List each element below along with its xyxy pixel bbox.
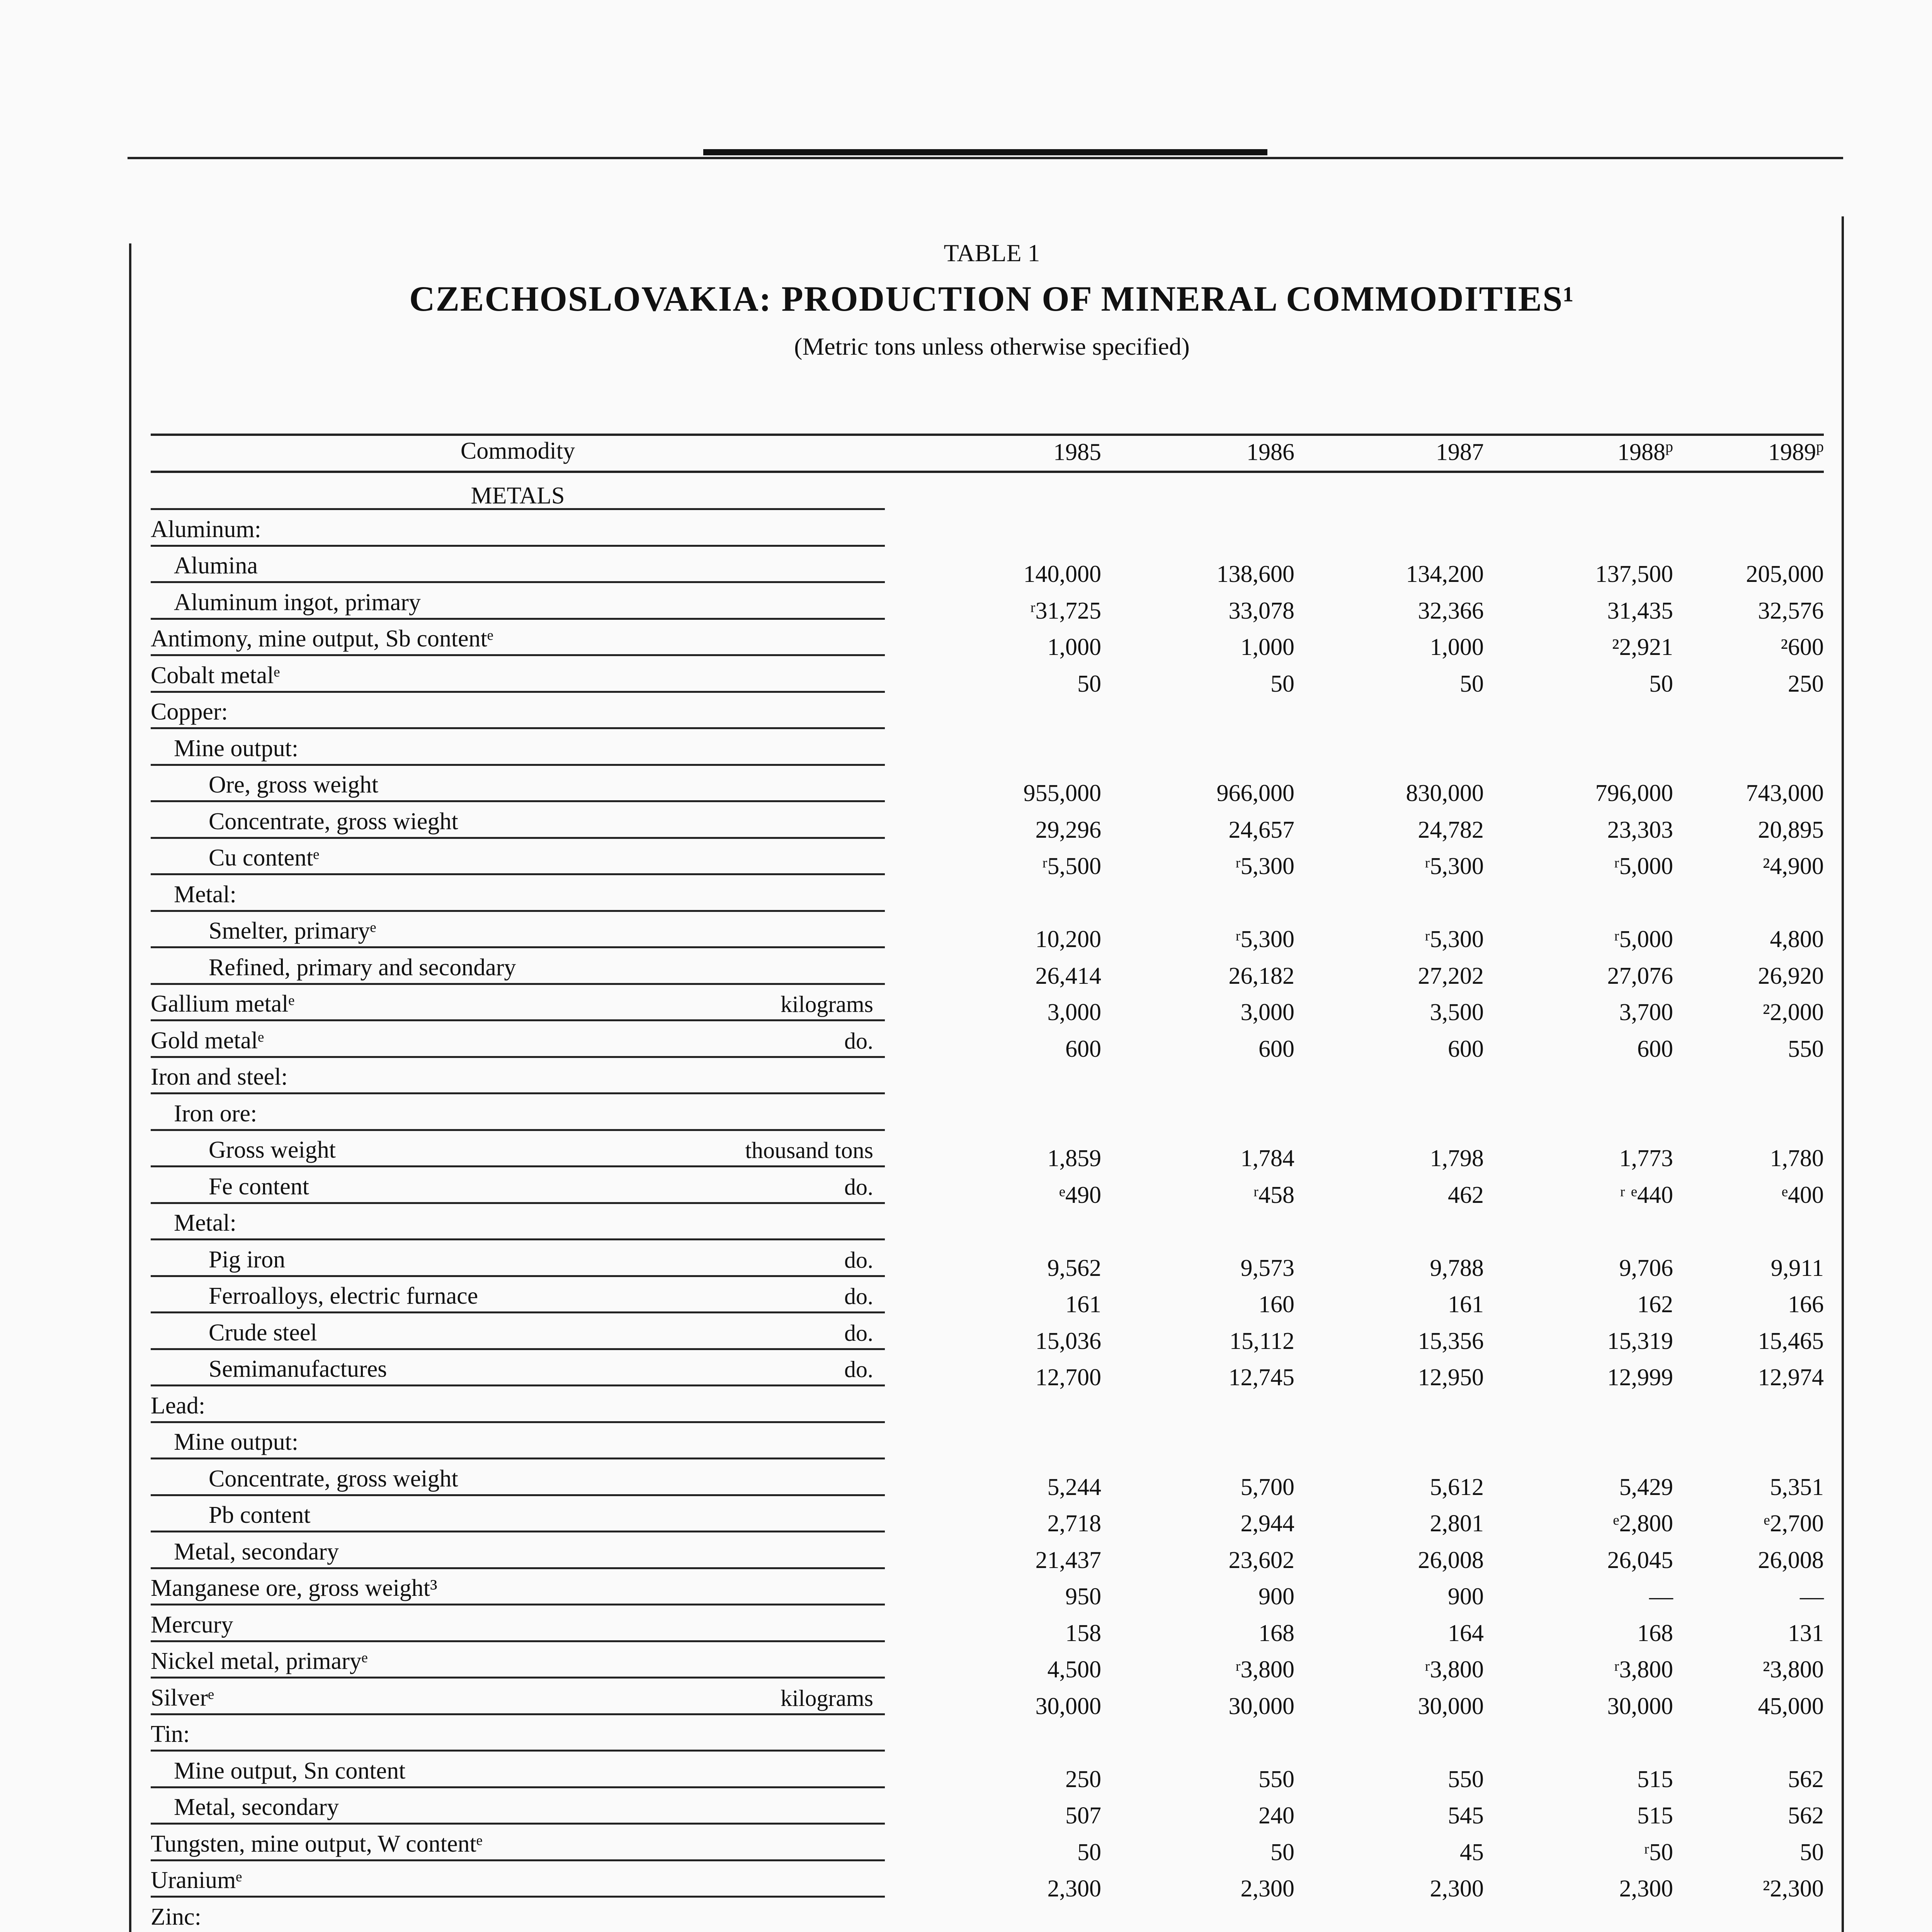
unit-label: kilograms bbox=[781, 992, 873, 1017]
value-cell-1988: 162 bbox=[1637, 1291, 1673, 1318]
value-cell-1987: 15,356 bbox=[1418, 1328, 1484, 1354]
value-cell-1987: 27,202 bbox=[1418, 963, 1484, 989]
table-row bbox=[151, 914, 1824, 951]
commodity-name: Tin: bbox=[151, 1721, 190, 1747]
commodity-name: Tungsten, mine output, W contentᵉ bbox=[151, 1830, 483, 1857]
commodity-cell bbox=[151, 628, 885, 656]
value-cell-1986: ʳ3,800 bbox=[1235, 1656, 1294, 1683]
value-cell-1988: 515 bbox=[1637, 1766, 1673, 1793]
value-cell-1985: 950 bbox=[1065, 1583, 1101, 1610]
commodity-name: Cobalt metalᵉ bbox=[151, 662, 280, 689]
value-cell-1986: 1,784 bbox=[1240, 1145, 1294, 1172]
commodity-name: Cu contentᵉ bbox=[209, 845, 320, 871]
commodity-name: Mine output: bbox=[174, 1429, 299, 1455]
value-cell-1987: 600 bbox=[1448, 1036, 1484, 1062]
table-row bbox=[151, 659, 1824, 696]
value-cell-1985: 507 bbox=[1065, 1803, 1101, 1829]
value-cell-1989: 9,911 bbox=[1770, 1255, 1824, 1281]
commodity-name: Pb content bbox=[209, 1502, 311, 1528]
unit-label: kilograms bbox=[781, 1685, 873, 1711]
value-cell-1985: 21,437 bbox=[1035, 1547, 1101, 1573]
value-cell-1987: ʳ5,300 bbox=[1425, 853, 1484, 879]
value-cell-1989: ²3,800 bbox=[1762, 1656, 1824, 1683]
commodity-name: Smelter, primaryᵉ bbox=[209, 918, 376, 944]
value-cell-1988: 26,045 bbox=[1607, 1547, 1673, 1573]
table-row bbox=[151, 586, 1824, 622]
commodity-name: Zinc: bbox=[151, 1903, 201, 1930]
unit-label: do. bbox=[844, 1284, 873, 1309]
commodity-cell bbox=[151, 1611, 885, 1642]
commodity-name: Concentrate, gross wieght bbox=[209, 808, 458, 835]
table-row bbox=[151, 622, 1824, 659]
commodity-cell bbox=[151, 1502, 885, 1532]
commodity-name: Lead: bbox=[151, 1392, 206, 1419]
value-cell-1986: 30,000 bbox=[1228, 1693, 1294, 1719]
commodity-cell bbox=[151, 1903, 885, 1932]
table-row bbox=[151, 1425, 1824, 1462]
commodity-cell bbox=[151, 1429, 885, 1459]
table-row bbox=[151, 878, 1824, 915]
value-cell-1988: 50 bbox=[1649, 670, 1673, 697]
top-rule-bold bbox=[703, 149, 1267, 155]
commodity-name: Mine output: bbox=[174, 735, 299, 762]
header-bottom-rule bbox=[151, 471, 1824, 473]
value-cell-1985: 50 bbox=[1077, 670, 1101, 697]
value-cell-1985: 12,700 bbox=[1035, 1364, 1101, 1391]
commodity-cell bbox=[151, 1027, 885, 1058]
value-cell-1989: 5,351 bbox=[1770, 1474, 1824, 1500]
right-margin-rule bbox=[1842, 216, 1844, 1932]
table-subtitle: (Metric tons unless otherwise specified) bbox=[794, 333, 1190, 360]
value-cell-1989: 562 bbox=[1788, 1766, 1824, 1793]
value-cell-1988: ᵉ2,800 bbox=[1613, 1510, 1673, 1537]
value-cell-1988: ʳ ᵉ440 bbox=[1620, 1182, 1673, 1208]
value-cell-1987: 550 bbox=[1448, 1766, 1484, 1793]
value-cell-1985: 158 bbox=[1065, 1620, 1101, 1646]
commodity-cell bbox=[151, 1173, 885, 1204]
value-cell-1986: ʳ5,300 bbox=[1235, 853, 1294, 879]
value-cell-1985: 250 bbox=[1065, 1766, 1101, 1793]
commodity-cell bbox=[151, 555, 885, 583]
value-cell-1989: ²4,900 bbox=[1762, 853, 1824, 879]
commodity-cell bbox=[151, 1319, 885, 1350]
commodity-name: Silverᵉ bbox=[151, 1684, 214, 1711]
value-cell-1988: 12,999 bbox=[1607, 1364, 1673, 1391]
table-label: TABLE 1 bbox=[944, 239, 1040, 267]
value-cell-1988: 23,303 bbox=[1607, 816, 1673, 843]
value-cell-1986: 240 bbox=[1259, 1803, 1294, 1829]
commodity-name: Ore, gross weight bbox=[209, 772, 379, 798]
commodity-cell bbox=[151, 881, 885, 912]
value-cell-1987: 45 bbox=[1460, 1839, 1484, 1866]
value-cell-1988: ʳ3,800 bbox=[1614, 1656, 1673, 1683]
table-row bbox=[151, 549, 1824, 586]
commodity-name: Uraniumᵉ bbox=[151, 1867, 242, 1893]
value-cell-1989: 20,895 bbox=[1758, 816, 1824, 843]
commodity-cell bbox=[151, 1575, 885, 1605]
value-cell-1986: 26,182 bbox=[1228, 963, 1294, 989]
table-row bbox=[151, 1060, 1824, 1097]
value-cell-1985: 4,500 bbox=[1047, 1656, 1101, 1683]
table-row bbox=[151, 1864, 1824, 1900]
commodity-name: Manganese ore, gross weight³ bbox=[151, 1575, 437, 1601]
value-cell-1986: ʳ458 bbox=[1253, 1182, 1294, 1208]
value-cell-1988: 600 bbox=[1637, 1036, 1673, 1062]
table-row bbox=[151, 1024, 1824, 1061]
value-cell-1987: 12,950 bbox=[1418, 1364, 1484, 1391]
value-cell-1987: 545 bbox=[1448, 1803, 1484, 1829]
table-row bbox=[151, 1206, 1824, 1243]
value-cell-1989: 15,465 bbox=[1758, 1328, 1824, 1354]
table-row bbox=[151, 513, 1824, 549]
commodity-name: Gross weight bbox=[209, 1137, 336, 1163]
commodity-cell bbox=[151, 1830, 885, 1861]
value-cell-1986: 138,600 bbox=[1216, 561, 1294, 587]
value-cell-1987: 164 bbox=[1448, 1620, 1484, 1646]
table-row bbox=[151, 1754, 1824, 1791]
commodity-name: Metal, secondary bbox=[174, 1794, 339, 1820]
value-cell-1988: ²2,921 bbox=[1612, 634, 1673, 660]
value-cell-1985: 1,859 bbox=[1047, 1145, 1101, 1172]
table-row bbox=[151, 1097, 1824, 1134]
table-row bbox=[151, 1608, 1824, 1645]
value-cell-1986: 50 bbox=[1270, 1839, 1294, 1866]
commodity-cell bbox=[151, 589, 885, 620]
commodity-cell bbox=[151, 920, 885, 948]
value-cell-1989: ᵉ2,700 bbox=[1764, 1510, 1824, 1537]
table-row bbox=[151, 841, 1824, 878]
year-label: 1988 bbox=[1617, 439, 1665, 466]
commodity-cell bbox=[151, 1867, 885, 1898]
value-cell-1985: 15,036 bbox=[1035, 1328, 1101, 1354]
commodity-name: Gold metalᵉ bbox=[151, 1027, 264, 1054]
value-cell-1985: ʳ5,500 bbox=[1042, 853, 1101, 879]
value-cell-1986: 550 bbox=[1259, 1766, 1294, 1793]
table-row bbox=[151, 951, 1824, 988]
value-cell-1987: 3,500 bbox=[1430, 999, 1484, 1026]
value-cell-1986: 23,602 bbox=[1228, 1547, 1294, 1573]
value-cell-1986: 900 bbox=[1259, 1583, 1294, 1610]
value-cell-1987: 161 bbox=[1448, 1291, 1484, 1318]
commodity-name: Ferroalloys, electric furnace bbox=[209, 1283, 478, 1309]
table-row bbox=[151, 1900, 1824, 1932]
commodity-name: Refined, primary and secondary bbox=[209, 954, 516, 981]
unit-label: do. bbox=[844, 1357, 873, 1382]
value-cell-1988: ʳ5,000 bbox=[1614, 926, 1673, 952]
value-cell-1987: 1,798 bbox=[1430, 1145, 1484, 1172]
commodity-cell bbox=[151, 993, 885, 1021]
commodity-cell bbox=[151, 774, 885, 802]
commodity-cell bbox=[151, 1210, 885, 1240]
value-cell-1987: 9,788 bbox=[1430, 1255, 1484, 1281]
table-row bbox=[151, 1170, 1824, 1207]
year-mark: p bbox=[1665, 438, 1673, 455]
value-cell-1988: 15,319 bbox=[1607, 1328, 1673, 1354]
value-cell-1985: 3,000 bbox=[1047, 999, 1101, 1026]
commodity-name: Nickel metal, primaryᵉ bbox=[151, 1648, 368, 1674]
value-cell-1988: 9,706 bbox=[1619, 1255, 1673, 1281]
value-cell-1985: 1,000 bbox=[1047, 634, 1101, 660]
value-cell-1987: 830,000 bbox=[1406, 780, 1484, 806]
year-label: 1985 bbox=[1053, 439, 1101, 466]
value-cell-1988: 30,000 bbox=[1607, 1693, 1673, 1719]
value-cell-1989: 32,576 bbox=[1758, 597, 1824, 624]
value-cell-1988: 27,076 bbox=[1607, 963, 1673, 989]
commodity-name: Gallium metalᵉ bbox=[151, 991, 295, 1017]
table-title: CZECHOSLOVAKIA: PRODUCTION OF MINERAL COMMODITIES¹ bbox=[409, 279, 1575, 318]
commodity-name: Pig iron bbox=[209, 1246, 286, 1273]
value-cell-1988: — bbox=[1649, 1583, 1673, 1610]
value-cell-1986: 50 bbox=[1270, 670, 1294, 697]
table-row bbox=[151, 1133, 1824, 1170]
section-heading-row bbox=[151, 476, 1824, 513]
table-row bbox=[151, 732, 1824, 769]
value-cell-1986: 12,745 bbox=[1228, 1364, 1294, 1391]
column-header-year-1985 bbox=[985, 437, 1101, 466]
commodity-cell bbox=[151, 1246, 885, 1277]
value-cell-1987: 134,200 bbox=[1406, 561, 1484, 587]
value-cell-1986: 966,000 bbox=[1216, 780, 1294, 806]
value-cell-1989: 166 bbox=[1788, 1291, 1824, 1318]
commodity-name: Metal, secondary bbox=[174, 1538, 339, 1565]
commodity-cell bbox=[151, 808, 885, 839]
value-cell-1988: 5,429 bbox=[1619, 1474, 1673, 1500]
table-row bbox=[151, 1316, 1824, 1353]
value-cell-1988: 137,500 bbox=[1595, 561, 1673, 587]
commodity-name: Antimony, mine output, Sb contentᵉ bbox=[151, 626, 493, 652]
value-cell-1988: 515 bbox=[1637, 1803, 1673, 1829]
unit-label: do. bbox=[844, 1174, 873, 1200]
year-label: 1987 bbox=[1436, 439, 1484, 466]
commodity-name: Metal: bbox=[174, 1210, 236, 1236]
value-cell-1988: 168 bbox=[1637, 1620, 1673, 1646]
value-cell-1989: 205,000 bbox=[1746, 561, 1824, 587]
value-cell-1985: 29,296 bbox=[1035, 816, 1101, 843]
column-header-year-1988 bbox=[1557, 437, 1673, 466]
commodity-name: Semimanufactures bbox=[209, 1356, 387, 1382]
value-cell-1985: 161 bbox=[1065, 1291, 1101, 1318]
commodity-cell bbox=[151, 1684, 885, 1715]
value-cell-1989: 250 bbox=[1788, 670, 1824, 697]
value-cell-1985: 140,000 bbox=[1023, 561, 1101, 587]
commodity-cell bbox=[151, 1356, 885, 1386]
value-cell-1988: 3,700 bbox=[1619, 999, 1673, 1026]
value-cell-1985: 600 bbox=[1065, 1036, 1101, 1062]
value-cell-1988: 31,435 bbox=[1607, 597, 1673, 624]
table-row bbox=[151, 1791, 1824, 1827]
value-cell-1985: 50 bbox=[1077, 1839, 1101, 1866]
value-cell-1988: 2,300 bbox=[1619, 1876, 1673, 1902]
value-cell-1989: 26,920 bbox=[1758, 963, 1824, 989]
commodity-name: Mercury bbox=[151, 1611, 233, 1638]
commodity-name: Crude steel bbox=[209, 1319, 317, 1346]
top-rule bbox=[128, 157, 1843, 159]
value-cell-1985: 955,000 bbox=[1023, 780, 1101, 806]
value-cell-1985: ᵉ490 bbox=[1059, 1182, 1101, 1208]
value-cell-1989: — bbox=[1800, 1583, 1824, 1610]
value-cell-1985: 5,244 bbox=[1047, 1474, 1101, 1500]
value-cell-1986: 33,078 bbox=[1228, 597, 1294, 624]
commodity-table-body bbox=[151, 476, 1824, 1932]
commodity-cell bbox=[151, 1100, 885, 1131]
table-row bbox=[151, 1718, 1824, 1754]
value-cell-1989: 26,008 bbox=[1758, 1547, 1824, 1573]
unit-label: thousand tons bbox=[745, 1138, 873, 1163]
value-cell-1986: 15,112 bbox=[1229, 1328, 1294, 1354]
commodity-cell bbox=[151, 1465, 885, 1496]
value-cell-1989: ᵉ400 bbox=[1782, 1182, 1824, 1208]
unit-label: do. bbox=[844, 1247, 873, 1273]
commodity-name: Iron and steel: bbox=[151, 1064, 288, 1090]
value-cell-1987: 5,612 bbox=[1430, 1474, 1484, 1500]
value-cell-1987: 26,008 bbox=[1418, 1547, 1484, 1573]
value-cell-1986: 168 bbox=[1259, 1620, 1294, 1646]
commodity-name: Iron ore: bbox=[174, 1100, 257, 1127]
commodity-cell bbox=[151, 1721, 885, 1752]
value-cell-1985: 10,200 bbox=[1035, 926, 1101, 952]
value-cell-1988: 796,000 bbox=[1595, 780, 1673, 806]
commodity-name: Aluminum ingot, primary bbox=[174, 589, 421, 616]
column-header-year-1987 bbox=[1368, 437, 1484, 466]
table-row bbox=[151, 1243, 1824, 1280]
commodity-cell bbox=[151, 482, 885, 510]
value-cell-1987: 462 bbox=[1448, 1182, 1484, 1208]
commodity-name: Mine output, Sn content bbox=[174, 1757, 406, 1784]
value-cell-1989: 45,000 bbox=[1758, 1693, 1824, 1719]
value-cell-1989: ²2,300 bbox=[1762, 1876, 1824, 1902]
value-cell-1988: ʳ5,000 bbox=[1614, 853, 1673, 879]
commodity-cell bbox=[151, 1283, 885, 1313]
value-cell-1987: ʳ3,800 bbox=[1425, 1656, 1484, 1683]
table-row bbox=[151, 1535, 1824, 1572]
value-cell-1986: 600 bbox=[1259, 1036, 1294, 1062]
table-row bbox=[151, 987, 1824, 1024]
column-header-commodity: Commodity bbox=[460, 438, 575, 464]
commodity-name: Aluminum: bbox=[151, 516, 261, 543]
value-cell-1988: ʳ50 bbox=[1644, 1839, 1673, 1866]
value-cell-1989: 50 bbox=[1800, 1839, 1824, 1866]
value-cell-1985: 26,414 bbox=[1035, 963, 1101, 989]
unit-label: do. bbox=[844, 1028, 873, 1054]
table-row bbox=[151, 1389, 1824, 1426]
commodity-name: Metal: bbox=[174, 881, 236, 908]
value-cell-1985: 2,718 bbox=[1047, 1510, 1101, 1537]
value-cell-1987: 1,000 bbox=[1430, 634, 1484, 660]
value-cell-1985: 2,300 bbox=[1047, 1876, 1101, 1902]
table-row bbox=[151, 1827, 1824, 1864]
value-cell-1986: 2,300 bbox=[1240, 1876, 1294, 1902]
value-cell-1989: 131 bbox=[1788, 1620, 1824, 1646]
value-cell-1989: 4,800 bbox=[1770, 926, 1824, 952]
value-cell-1987: 2,801 bbox=[1430, 1510, 1484, 1537]
commodity-cell bbox=[151, 516, 885, 547]
year-label: 1989 bbox=[1768, 439, 1816, 466]
commodity-name: Copper: bbox=[151, 699, 228, 725]
commodity-cell bbox=[151, 954, 885, 985]
commodity-cell bbox=[151, 662, 885, 693]
commodity-cell bbox=[151, 1392, 885, 1423]
value-cell-1989: 550 bbox=[1788, 1036, 1824, 1062]
table-row bbox=[151, 1279, 1824, 1316]
value-cell-1985: 9,562 bbox=[1047, 1255, 1101, 1281]
value-cell-1986: 1,000 bbox=[1240, 634, 1294, 660]
value-cell-1989: ²600 bbox=[1781, 634, 1824, 660]
table-row bbox=[151, 1498, 1824, 1535]
commodity-cell bbox=[151, 1538, 885, 1569]
year-label: 1986 bbox=[1247, 439, 1294, 466]
table-row bbox=[151, 695, 1824, 732]
value-cell-1987: 32,366 bbox=[1418, 597, 1484, 624]
table-row bbox=[151, 1645, 1824, 1681]
value-cell-1987: ʳ5,300 bbox=[1425, 926, 1484, 952]
year-mark: p bbox=[1816, 438, 1824, 455]
unit-label: do. bbox=[844, 1320, 873, 1346]
commodity-name: Concentrate, gross weight bbox=[209, 1465, 458, 1492]
table-row bbox=[151, 1681, 1824, 1718]
table-row bbox=[151, 1352, 1824, 1389]
table-row bbox=[151, 1571, 1824, 1608]
value-cell-1986: ʳ5,300 bbox=[1235, 926, 1294, 952]
value-cell-1989: 562 bbox=[1788, 1803, 1824, 1829]
value-cell-1986: 9,573 bbox=[1240, 1255, 1294, 1281]
value-cell-1989: 12,974 bbox=[1758, 1364, 1824, 1391]
section-title: METALS bbox=[471, 483, 565, 509]
commodity-cell bbox=[151, 1648, 885, 1679]
commodity-name: Fe content bbox=[209, 1173, 309, 1200]
value-cell-1986: 24,657 bbox=[1228, 816, 1294, 843]
header-top-rule bbox=[151, 434, 1824, 436]
commodity-cell bbox=[151, 847, 885, 875]
table-row bbox=[151, 805, 1824, 842]
table-row bbox=[151, 1462, 1824, 1499]
value-cell-1988: 1,773 bbox=[1619, 1145, 1673, 1172]
value-cell-1986: 2,944 bbox=[1240, 1510, 1294, 1537]
value-cell-1987: 24,782 bbox=[1418, 816, 1484, 843]
value-cell-1987: 50 bbox=[1460, 670, 1484, 697]
column-header-year-1986 bbox=[1179, 437, 1294, 466]
commodity-cell bbox=[151, 1757, 885, 1788]
value-cell-1986: 5,700 bbox=[1240, 1474, 1294, 1500]
commodity-cell bbox=[151, 1139, 885, 1167]
value-cell-1985: ʳ31,725 bbox=[1030, 597, 1101, 624]
commodity-name: Alumina bbox=[174, 553, 258, 579]
left-margin-rule bbox=[129, 243, 131, 1932]
value-cell-1985: 30,000 bbox=[1035, 1693, 1101, 1719]
value-cell-1989: 1,780 bbox=[1770, 1145, 1824, 1172]
value-cell-1987: 30,000 bbox=[1418, 1693, 1484, 1719]
value-cell-1987: 2,300 bbox=[1430, 1876, 1484, 1902]
commodity-cell bbox=[151, 1794, 885, 1825]
value-cell-1989: 743,000 bbox=[1746, 780, 1824, 806]
value-cell-1986: 3,000 bbox=[1240, 999, 1294, 1026]
value-cell-1986: 160 bbox=[1259, 1291, 1294, 1318]
column-header-year-1989 bbox=[1708, 437, 1824, 466]
value-cell-1987: 900 bbox=[1448, 1583, 1484, 1610]
commodity-cell bbox=[151, 1066, 885, 1094]
commodity-cell bbox=[151, 735, 885, 766]
table-row bbox=[151, 768, 1824, 805]
commodity-cell bbox=[151, 701, 885, 729]
value-cell-1989: ²2,000 bbox=[1762, 999, 1824, 1026]
